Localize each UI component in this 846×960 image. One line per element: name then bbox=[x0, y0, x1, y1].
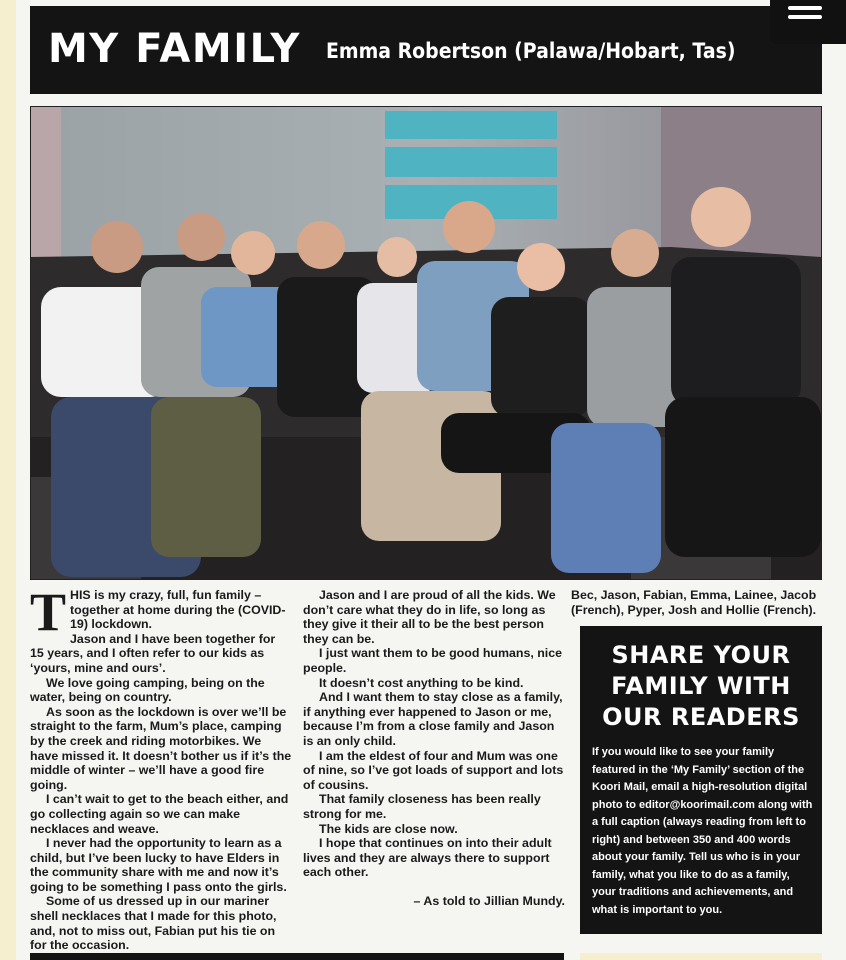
article-paragraph: And I want them to stay close as a family, if anything ever happened to Jason or me, because I’m from a close family and Jason is an only child. bbox=[303, 690, 563, 748]
article-paragraph: We love going camping, being on the water, being on country. bbox=[30, 675, 265, 705]
hamburger-menu-icon-bar bbox=[788, 15, 822, 19]
author-byline: Emma Robertson (Palawa/Hobart, Tas) bbox=[326, 39, 736, 63]
hamburger-menu-button[interactable] bbox=[770, 0, 846, 44]
article-paragraph: I can’t wait to get to the beach either, and go collecting again so we can make necklaces and weave. bbox=[30, 792, 289, 836]
article-paragraph: Some of us dressed up in our mariner shell necklaces that I made for this photo, and, not to miss out, Fabian put his tie on for the occasion. bbox=[30, 894, 277, 953]
share-box-instructions: If you would like to see your family featured in the ‘My Family’ section of the Koori Mail, email a high-resolution digital photo to editor@koorimail.com along with a full caption (always reading from left to right) and between 350 and 400 words about your family. Tell us who is in your family, what you like to do as a family, your traditions and achievements, and what is important to you. bbox=[592, 746, 813, 916]
share-box-heading: SHARE YOUR FAMILY WITH OUR READERS bbox=[602, 641, 800, 731]
hamburger-menu-icon bbox=[788, 6, 822, 10]
article-credit: – As told to Jillian Mundy. bbox=[413, 893, 565, 908]
article-column-1 bbox=[30, 582, 292, 953]
photo-caption-text: Bec, Jason, Fabian, Emma, Lainee, Jacob (French), Pyper, Josh and Hollie (French). bbox=[571, 588, 817, 617]
family-photo bbox=[30, 106, 822, 580]
article-paragraph: Jason and I have been together for 15 years, and I often refer to our kids as ‘yours, mine and ours’. bbox=[30, 631, 276, 675]
article-paragraph-1: THIS is my crazy, full, fun family – together at home during the (COVID-19) lockdown. bbox=[30, 582, 286, 642]
article-paragraph: The kids are close now. bbox=[319, 821, 458, 836]
article-paragraph: I am the eldest of four and Mum was one of nine, so I’ve got loads of support and lots of cousins. bbox=[303, 748, 564, 792]
article-paragraph: It doesn’t cost anything to be kind. bbox=[319, 675, 524, 690]
bottom-rule bbox=[30, 953, 564, 960]
article-paragraph: That family closeness has been really strong for me. bbox=[303, 792, 541, 821]
article-paragraph: I just want them to be good humans, nice people. bbox=[303, 646, 563, 675]
article-column-2 bbox=[303, 588, 565, 908]
article-paragraph: I hope that continues on into their adult lives and they are always there to support each other. bbox=[303, 836, 552, 880]
bottom-rule-strip bbox=[580, 953, 822, 960]
section-title: MY FAMILY bbox=[48, 26, 301, 72]
family-photo-illustration bbox=[31, 107, 821, 579]
section-header bbox=[30, 6, 822, 94]
page-edge-strip bbox=[0, 0, 16, 960]
drop-cap: T bbox=[30, 582, 67, 642]
photo-caption bbox=[571, 588, 823, 617]
article-paragraph: Jason and I are proud of all the kids. We don’t care what they do in life, so long as they give it their all to be the best person they can be. bbox=[303, 588, 556, 646]
share-your-family-box bbox=[580, 626, 822, 934]
article-paragraph: As soon as the lockdown is over we’ll be straight to the farm, Mum’s place, camping by the creek and riding motorbikes. We have missed it. It doesn’t bother us if it’s the middle of winter – we’ll have a good fire going. bbox=[30, 704, 292, 792]
article-paragraph: I never had the opportunity to learn as a child, but I’ve been lucky to have Elders in the community share with me and now it’s going to be something I pass onto the girls. bbox=[30, 836, 287, 894]
